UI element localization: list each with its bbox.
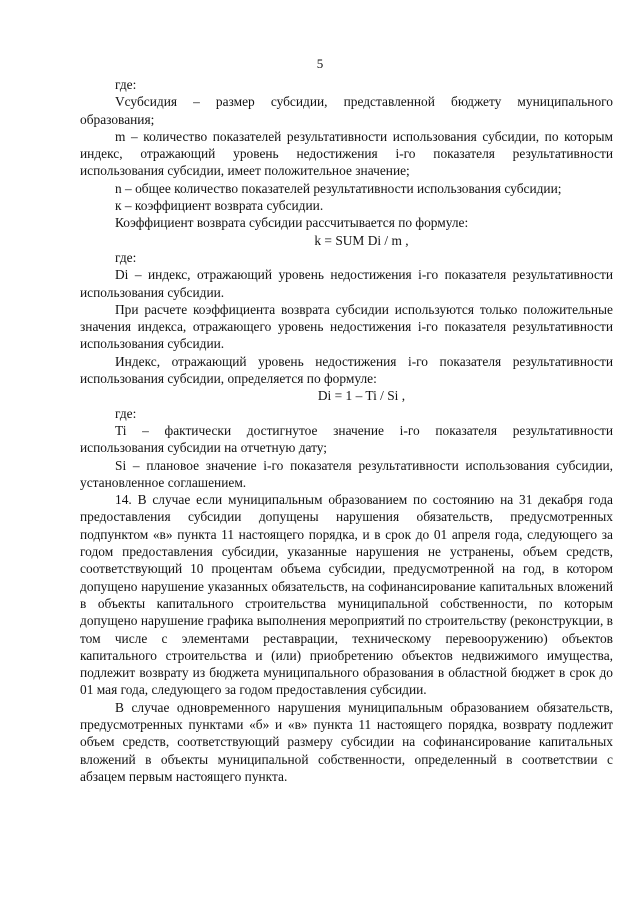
definition-m: m – количество показателей результативности использования субсидии, по которым индекс, отражающий уровень недостижения i-го показателя результативности использования субсидии, имеет положительное значение;: [80, 128, 613, 179]
definition-n: n – общее количество показателей результативности использования субсидии;: [115, 180, 562, 196]
definition-k: к – коэффициент возврата субсидии.: [115, 198, 324, 214]
paragraph-14: 14. В случае если муниципальным образованием по состоянию на 31 декабря года предоставления субсидии допущены нарушения обязательств, предусмотренных подпунктом «в» пункта 11 настоящего порядка, и в срок до 01 апреля года, следующего за годом предоставления субсидии, указанные нарушения не устранены, объем средств, соответствующий 10 процентам объема субсидии, предусмотренной на год, в котором допущено нарушение указанных обязательств, на софинансирование капитальных вложений в объекты капитального строительства муниципальной собственности, по которым допущено нарушение графика выполнения мероприятий по строительству (реконструкции, в том числе с элементами реставрации, техническому перевооружению) объектов капитального строительства и (или) приобретению объектов недвижимого имущества, подлежит возврату из бюджета муниципального образования в областной бюджет в срок до 01 мая года, следующего за годом предоставления субсидии.: [80, 492, 613, 698]
definition-v: Vсубсидия – размер субсидии, представленной бюджету муниципального образования;: [80, 94, 613, 127]
where-label: где:: [115, 77, 137, 92]
formula-intro-k: Коэффициент возврата субсидии рассчитывается по формуле:: [115, 215, 469, 231]
paragraph-positive-values: При расчете коэффициента возврата субсидии используются только положительные значения индекса, отражающего уровень недостижения i-го показателя результативности использования субсидии.: [80, 301, 613, 352]
definition-di: Di – индекс, отражающий уровень недостижения i-го показателя результативности использования субсидии.: [80, 267, 613, 300]
formula-di: Di = 1 – Ti / Si ,: [317, 388, 406, 404]
formula-k: k = SUM Di / m ,: [314, 232, 409, 248]
where-label: где:: [115, 405, 137, 421]
where-label: где:: [115, 249, 137, 265]
formula-intro-di: Индекс, отражающий уровень недостижения i-го показателя результативности использования субсидии, определяется по формуле:: [80, 353, 613, 387]
definition-si: Si – плановое значение i-го показателя результативности использования субсидии, установленное соглашением.: [80, 457, 613, 490]
document-body: [80, 76, 613, 785]
page-number: 5: [316, 56, 324, 71]
paragraph-simultaneous-violation: В случае одновременного нарушения муниципальным образованием обязательств, предусмотренных пунктами «б» и «в» пункта 11 настоящего порядка, возврату подлежит объем средств, соответствующий размеру субсидии на софинансирование капитальных вложений в объекты муниципальной собственности, определенный в соответствии с абзацем первым настоящего пункта.: [80, 699, 613, 784]
definition-ti: Ti – фактически достигнутое значение i-го показателя результативности использования субсидии на отчетную дату;: [80, 422, 613, 456]
